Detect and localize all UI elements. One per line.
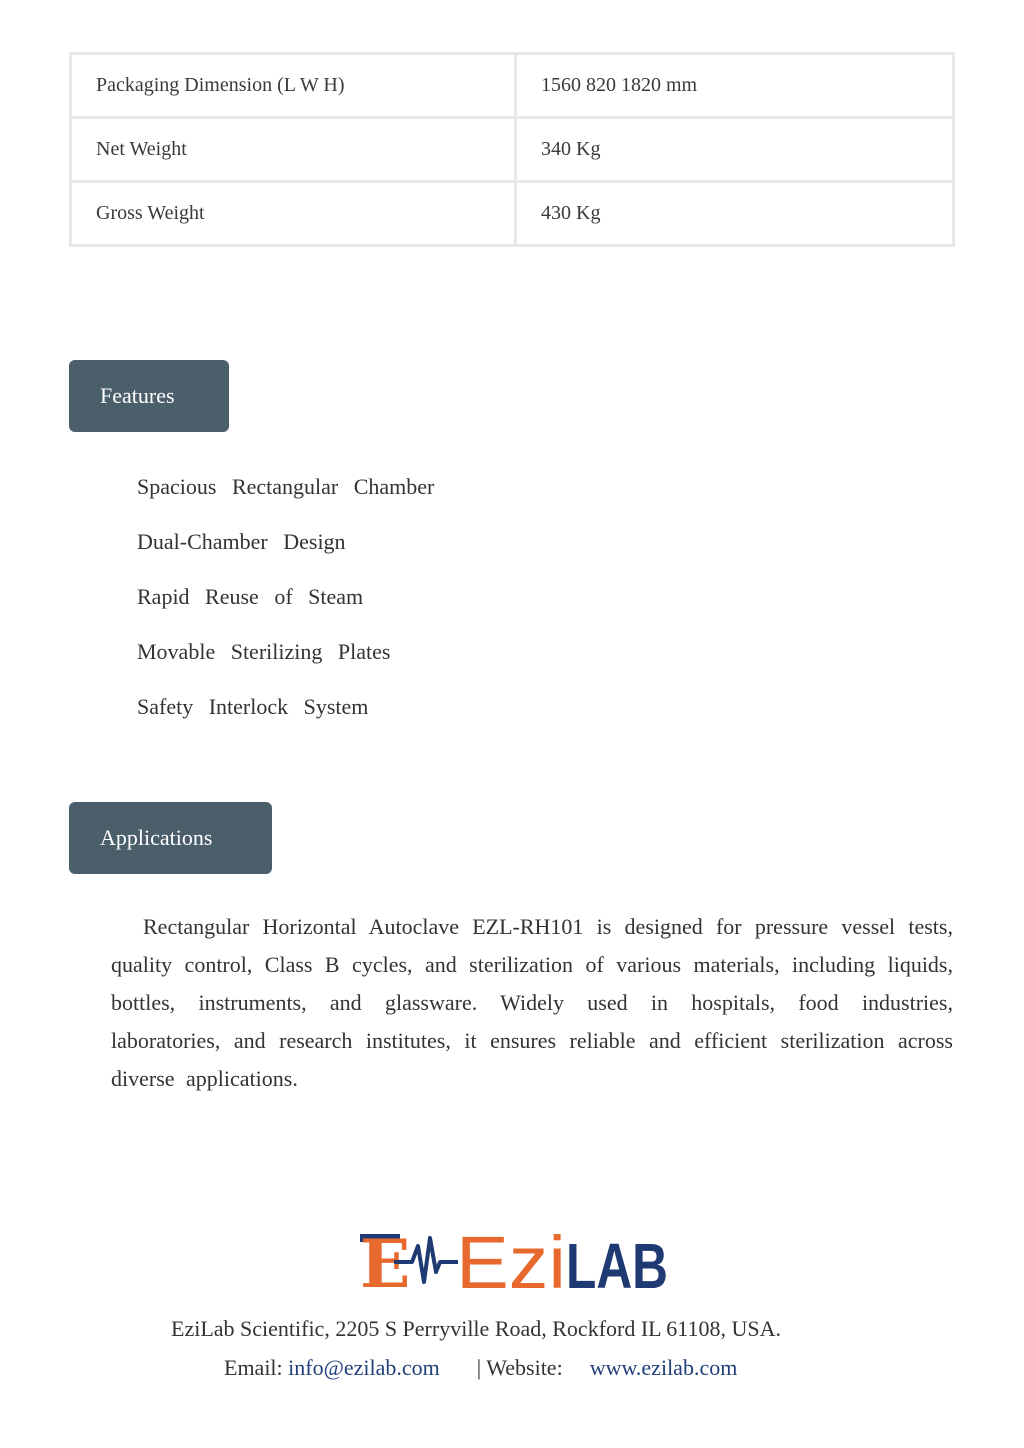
list-item: Movable Sterilizing Plates <box>137 639 391 664</box>
spec-value: 1560 820 1820 mm <box>516 54 954 118</box>
spec-value: 340 Kg <box>516 118 954 182</box>
spec-label: Net Weight <box>71 118 516 182</box>
feature-list <box>137 468 434 743</box>
logo-word-lab: LAB <box>566 1230 668 1302</box>
applications-heading: Applications <box>69 802 272 874</box>
website-label: | Website: <box>476 1355 563 1380</box>
table-row <box>71 118 954 182</box>
spec-label: Gross Weight <box>71 182 516 246</box>
list-item: Safety Interlock System <box>137 694 369 719</box>
list-item: Rapid Reuse of Steam <box>137 584 364 609</box>
footer-contact <box>224 1355 737 1381</box>
spec-label: Packaging Dimension (L W H) <box>71 54 516 118</box>
list-item: Spacious Rectangular Chamber <box>137 474 435 499</box>
footer-address: EziLab Scientific, 2205 S Perryville Road, Rockford IL 61108, USA. <box>171 1316 781 1341</box>
website-link[interactable]: www.ezilab.com <box>589 1355 738 1380</box>
specification-table <box>69 52 955 247</box>
spec-value: 430 Kg <box>516 182 954 246</box>
logo-word-ezi: Ezi <box>456 1221 566 1304</box>
ezilab-logo <box>360 1220 670 1304</box>
applications-paragraph: Rectangular Horizontal Autoclave EZL-RH101 is designed for pressure vessel tests, quality control, Class B cycles, and sterilization of various materials, including liquids, bottles, instruments, and glassware. Widely used in hospitals, food industries, laboratories, and research institutes, it ensures reliable and efficient sterilization across diverse applications. <box>111 914 953 1091</box>
email-label: Email: <box>224 1355 283 1380</box>
email-link[interactable]: info@ezilab.com <box>288 1355 440 1380</box>
features-heading: Features <box>69 360 229 432</box>
logo-letter: E <box>360 1225 411 1303</box>
table-row <box>71 182 954 246</box>
list-item: Dual-Chamber Design <box>137 529 346 554</box>
table-row <box>71 54 954 118</box>
